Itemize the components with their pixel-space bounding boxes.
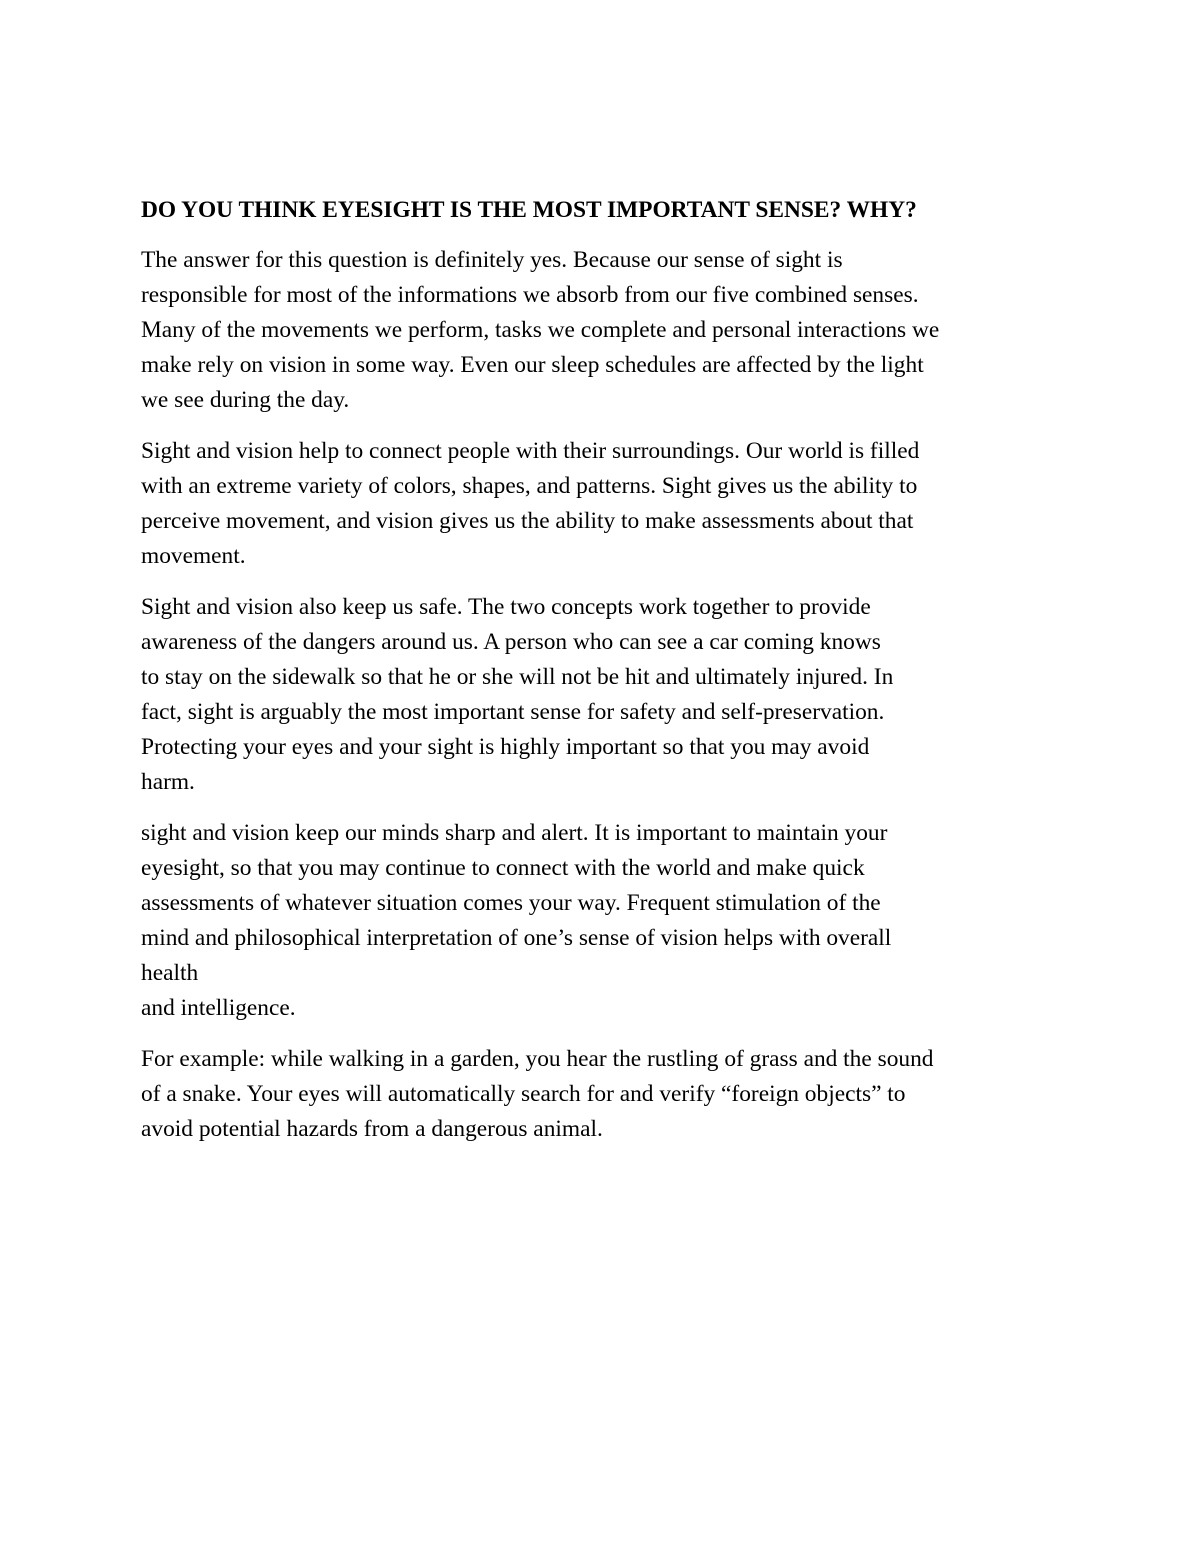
- document-title: DO YOU THINK EYESIGHT IS THE MOST IMPORTANT SENSE? WHY?: [141, 197, 917, 223]
- paragraph-2: [141, 434, 1066, 574]
- text-line: health: [141, 960, 199, 986]
- paragraph-3: [141, 590, 1066, 800]
- text-line: avoid potential hazards from a dangerous animal.: [141, 1116, 603, 1142]
- text-line: with an extreme variety of colors, shapes, and patterns. Sight gives us the ability to: [141, 473, 918, 499]
- paragraph-1: [141, 243, 1066, 418]
- text-line: awareness of the dangers around us. A person who can see a car coming knows: [141, 629, 881, 655]
- text-line: sight and vision keep our minds sharp and alert. It is important to maintain your: [141, 820, 888, 846]
- text-line: Many of the movements we perform, tasks we complete and personal interactions we: [141, 317, 940, 343]
- text-line: Sight and vision also keep us safe. The two concepts work together to provide: [141, 594, 871, 620]
- text-line: For example: while walking in a garden, you hear the rustling of grass and the sound: [141, 1046, 934, 1072]
- text-line: eyesight, so that you may continue to connect with the world and make quick: [141, 855, 865, 881]
- text-line: we see during the day.: [141, 387, 350, 413]
- text-line: mind and philosophical interpretation of one’s sense of vision helps with overall: [141, 925, 892, 951]
- text-line: make rely on vision in some way. Even our sleep schedules are affected by the light: [141, 352, 924, 378]
- text-line: harm.: [141, 769, 195, 795]
- text-line: and intelligence.: [141, 995, 296, 1021]
- text-line: perceive movement, and vision gives us the ability to make assessments about that: [141, 508, 914, 534]
- text-line: Protecting your eyes and your sight is highly important so that you may avoid: [141, 734, 870, 760]
- text-line: Sight and vision help to connect people with their surroundings. Our world is filled: [141, 438, 920, 464]
- text-line: to stay on the sidewalk so that he or she will not be hit and ultimately injured. In: [141, 664, 894, 690]
- text-line: assessments of whatever situation comes your way. Frequent stimulation of the: [141, 890, 881, 916]
- document-body: [141, 193, 1066, 1163]
- text-line: The answer for this question is definitely yes. Because our sense of sight is: [141, 247, 843, 273]
- paragraph-4: [141, 816, 1066, 1026]
- text-line: of a snake. Your eyes will automatically search for and verify “foreign objects” to: [141, 1081, 906, 1107]
- text-line: responsible for most of the informations we absorb from our five combined senses.: [141, 282, 919, 308]
- paragraph-5: [141, 1042, 1066, 1147]
- text-line: fact, sight is arguably the most important sense for safety and self-preservation.: [141, 699, 885, 725]
- text-line: movement.: [141, 543, 246, 569]
